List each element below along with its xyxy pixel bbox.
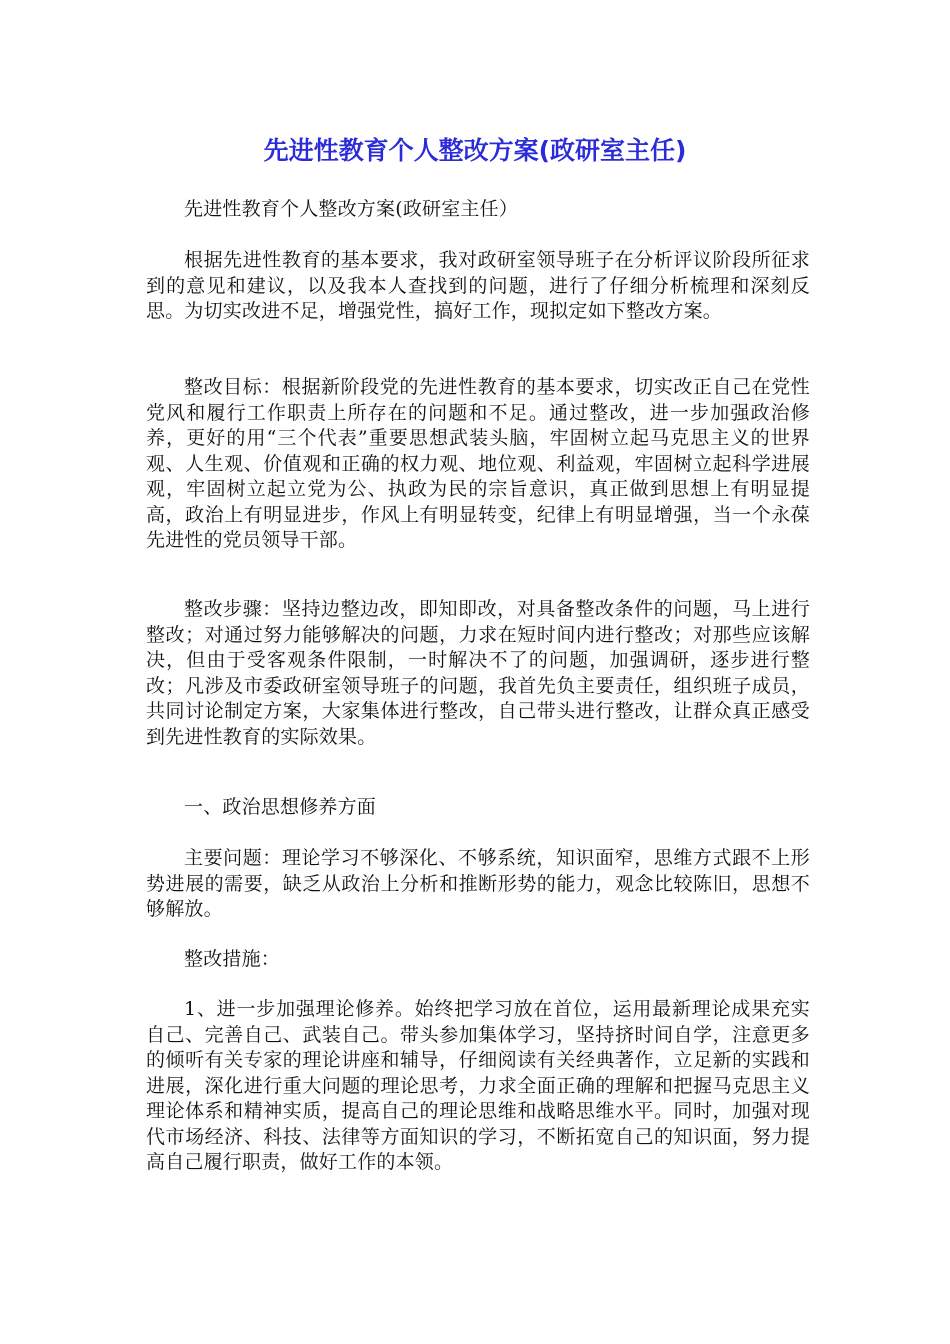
intro-paragraph: 根据先进性教育的基本要求，我对政研室领导班子在分析评议阶段所征求到的意见和建议，以及我本人查找到的问题，进行了仔细分析梳理和深刻反思。为切实改进不足，增强党性，搞好工作，现拟定如下整改方案。 <box>146 249 810 322</box>
measures-heading: 整改措施： <box>184 948 281 970</box>
measure-1-paragraph: 1、进一步加强理论修养。始终把学习放在首位，运用最新理论成果充实自己、完善自己、武装自己。带头参加集体学习，坚持挤时间自学，注意更多的倾听有关专家的理论讲座和辅导，仔细阅读有关经典著作，立足新的实践和进展，深化进行重大问题的理论思考，力求全面正确的理解和把握马克思主义理论体系和精神实质，提高自己的理论思维和战略思维水平。同时，加强对现代市场经济、科技、法律等方面知识的学习，不断拓宽自己的知识面，努力提高自己履行职责，做好工作的本领。 <box>146 998 810 1173</box>
main-problems-paragraph: 主要问题：理论学习不够深化、不够系统，知识面窄，思维方式跟不上形势进展的需要，缺乏从政治上分析和推断形势的能力，观念比较陈旧，思想不够解放。 <box>146 847 810 920</box>
goal-paragraph: 整改目标：根据新阶段党的先进性教育的基本要求，切实改正自己在党性党风和履行工作职责上所存在的问题和不足。通过整改，进一步加强政治修养，更好的用“三个代表”重要思想武装头脑，牢固树立起马克思主义的世界观、人生观、价值观和正确的权力观、地位观、利益观，牢固树立起科学进展观，牢固树立起立党为公、执政为民的宗旨意识，真正做到思想上有明显提高，政治上有明显进步，作风上有明显转变，纪律上有明显增强，当一个永葆先进性的党员领导干部。 <box>146 376 810 551</box>
steps-paragraph: 整改步骤：坚持边整边改，即知即改，对具备整改条件的问题，马上进行整改；对通过努力能够解决的问题，力求在短时间内进行整改；对那些应该解决，但由于受客观条件限制，一时解决不了的问题，加强调研，逐步进行整改；凡涉及市委政研室领导班子的问题，我首先负主要责任，组织班子成员，共同讨论制定方案，大家集体进行整改，自己带头进行整改，让群众真正感受到先进性教育的实际效果。 <box>146 598 810 748</box>
document-title: 先进性教育个人整改方案(政研室主任) <box>263 136 687 165</box>
section-heading: 一、政治思想修养方面 <box>184 796 377 818</box>
subtitle-paragraph: 先进性教育个人整改方案(政研室主任） <box>184 198 519 220</box>
